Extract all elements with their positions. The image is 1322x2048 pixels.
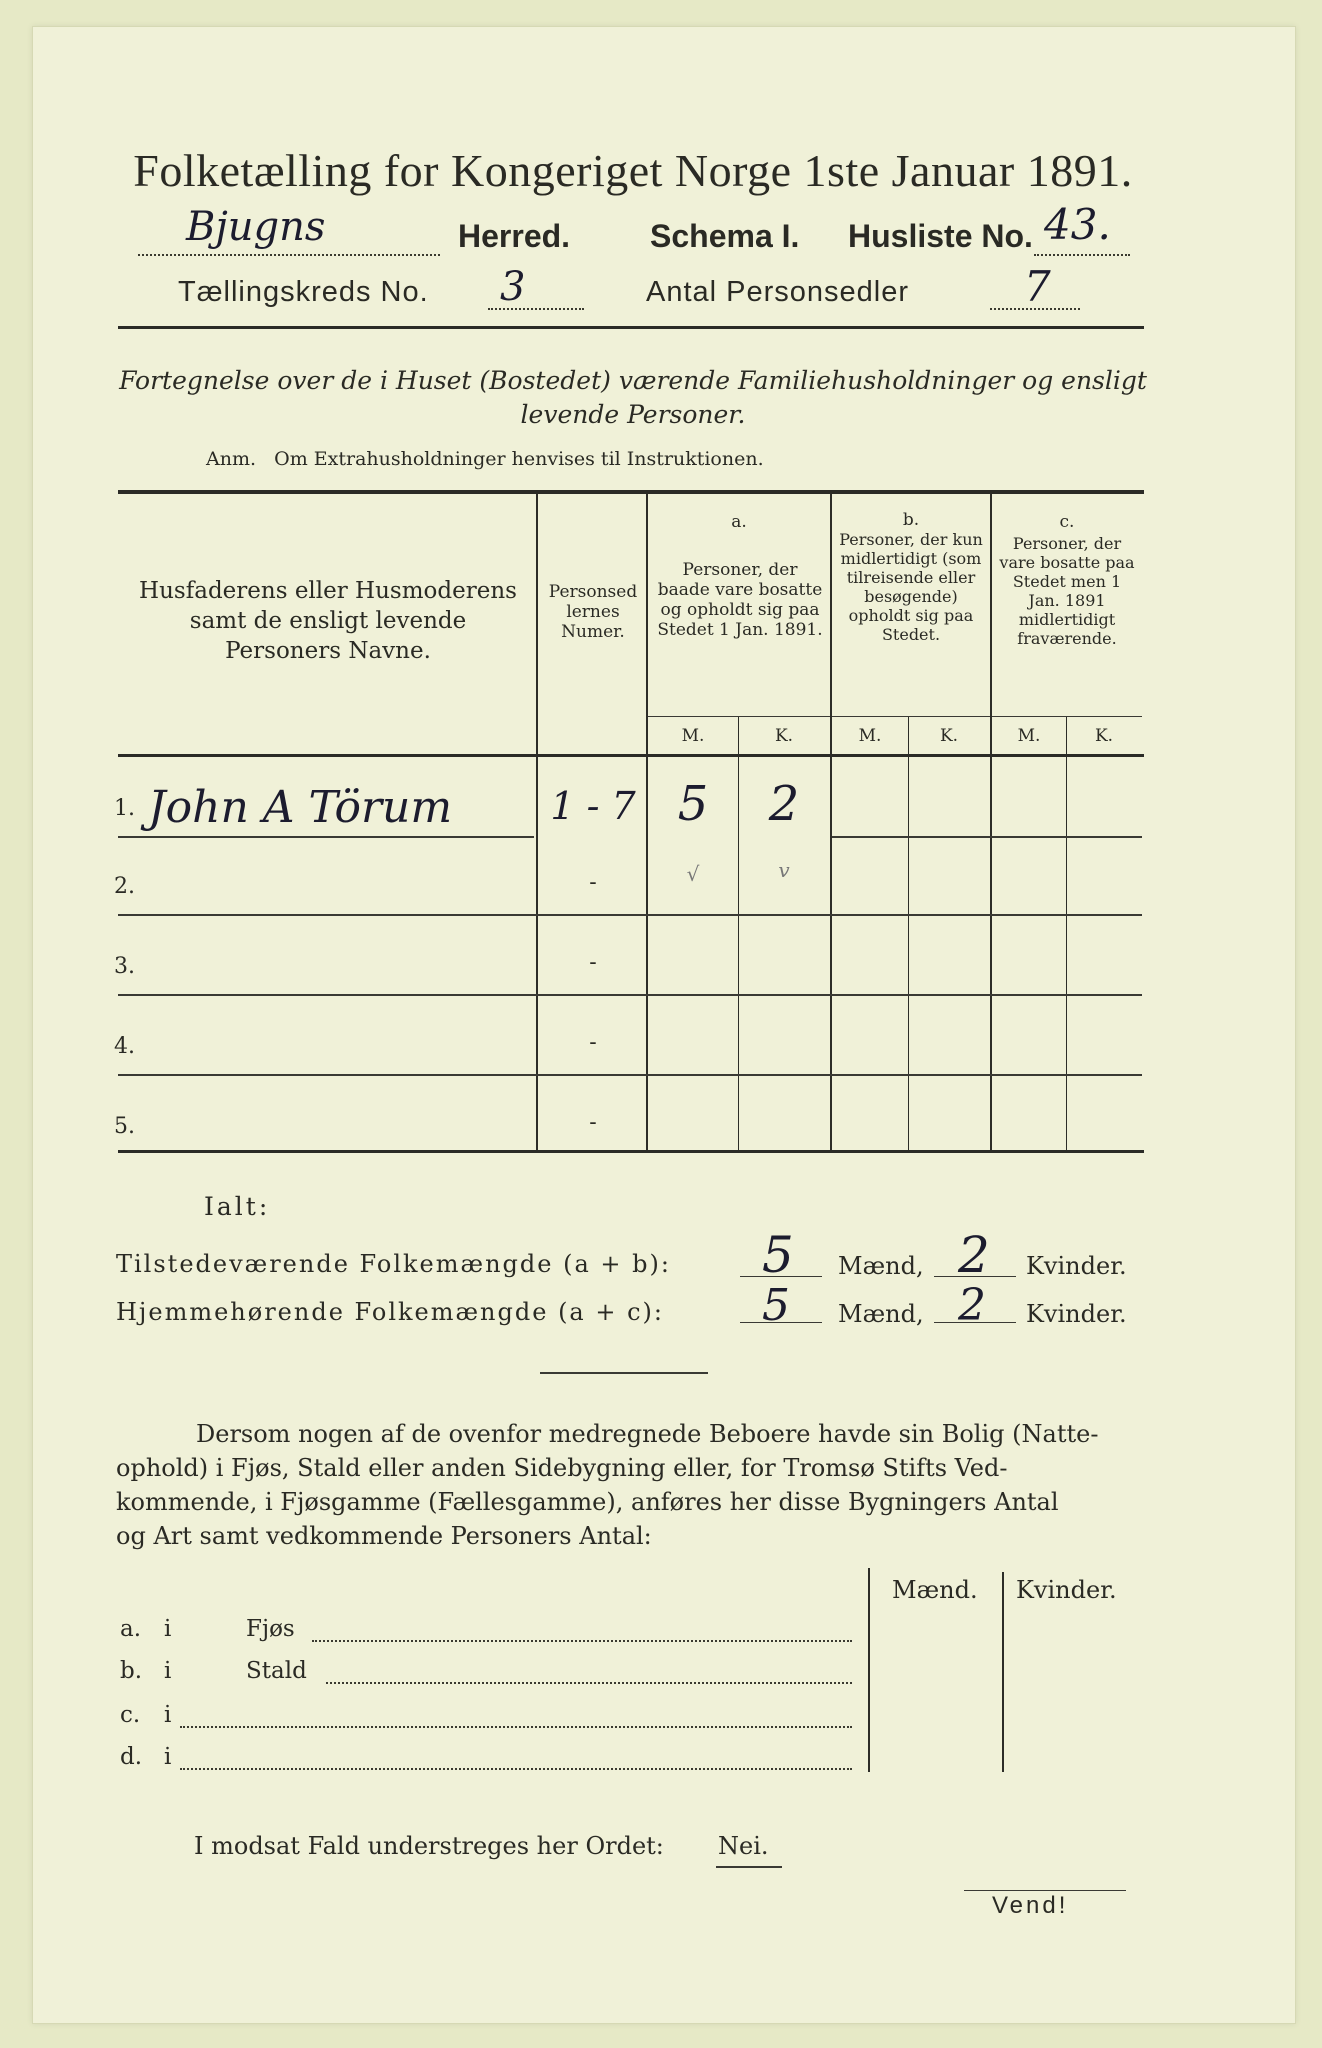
b-k-label: K. bbox=[939, 726, 959, 746]
col-header-a: Personer, der baade vare bosatte og opholdt sig paa Stedet 1 Jan. 1891. bbox=[657, 560, 823, 640]
building-row-letter: d. bbox=[120, 1744, 143, 1770]
table-row-a-k: v bbox=[778, 858, 790, 882]
c-m-label: M. bbox=[1017, 726, 1041, 746]
herred-label: Herred. bbox=[458, 218, 571, 254]
building-row-letter: b. bbox=[120, 1658, 143, 1684]
herred-value: Bjugns bbox=[186, 204, 326, 250]
building-row-letter: a. bbox=[120, 1616, 142, 1642]
table-bottom-rule bbox=[118, 1150, 1144, 1153]
table-row-num: 1. bbox=[114, 796, 135, 821]
building-row-label: Fjøs bbox=[246, 1616, 295, 1642]
col-header-names: Husfaderens eller Husmoderens samt de ensligt levende Personers Navne. bbox=[139, 578, 517, 664]
table-row-numer: - bbox=[589, 1110, 597, 1135]
kreds-value: 3 bbox=[500, 264, 526, 310]
vend-rule bbox=[964, 1890, 1126, 1891]
row-line-2 bbox=[118, 914, 1142, 916]
table-row-a-m: 5 bbox=[677, 776, 709, 832]
buildings-maend-header: Mænd. bbox=[892, 1576, 978, 1604]
anm-note: Anm. Om Extrahusholdninger henvises til Instruktionen. bbox=[206, 448, 764, 470]
buildings-para-3: kommende, i Fjøsgamme (Fællesgamme), anføres her disse Bygningers Antal bbox=[116, 1488, 1059, 1516]
table-row-a-k: 2 bbox=[768, 776, 800, 832]
mk-divider-b bbox=[908, 716, 909, 1150]
mk-rule-a bbox=[648, 716, 830, 717]
table-row-numer: - bbox=[589, 1030, 597, 1055]
row-line-1b bbox=[832, 836, 1142, 838]
tilstede-kvinder-label: Kvinder. bbox=[1026, 1252, 1127, 1280]
col-a-letter: a. bbox=[731, 512, 747, 532]
col-divider-1 bbox=[536, 494, 538, 1150]
table-row-numer: - bbox=[589, 870, 597, 895]
a-m-label: M. bbox=[681, 726, 705, 746]
antal-label: Antal Personsedler bbox=[646, 276, 910, 308]
hjemme-kvinder-label: Kvinder. bbox=[1026, 1300, 1127, 1328]
col-b-letter: b. bbox=[902, 510, 920, 530]
husliste-label: Husliste No. bbox=[848, 218, 1033, 254]
antal-value: 7 bbox=[1024, 262, 1051, 311]
building-row-prefix: i bbox=[164, 1702, 172, 1728]
schema-label: Schema I. bbox=[650, 218, 800, 254]
buildings-col-divider-1 bbox=[868, 1568, 870, 1772]
col-header-b: Personer, der kun midlertidigt (som tilreisende eller besøgende) opholdt sig paa Stedet. bbox=[839, 530, 983, 644]
col-header-c: Personer, der vare bosatte paa Stedet men 1 Jan. 1891 midlertidigt fraværende. bbox=[999, 534, 1135, 648]
building-row-prefix: i bbox=[164, 1744, 172, 1770]
col-divider-4 bbox=[990, 494, 992, 1150]
table-row-numer: - bbox=[589, 950, 597, 975]
tilstede-maend-value: 5 bbox=[762, 1226, 794, 1284]
form-title: Folketælling for Kongeriget Norge 1ste Januar 1891. bbox=[133, 145, 1133, 196]
a-k-label: K. bbox=[774, 726, 794, 746]
hjemme-label: Hjemmehørende Folkemængde (a + c): bbox=[116, 1298, 664, 1326]
section-divider bbox=[540, 1372, 708, 1374]
mk-rule-c bbox=[992, 716, 1142, 717]
building-row-prefix: i bbox=[164, 1658, 172, 1684]
table-row-num: 4. bbox=[114, 1034, 135, 1059]
building-row-dots bbox=[180, 1752, 852, 1770]
hjemme-maend-value: 5 bbox=[762, 1280, 790, 1331]
intro-line1: Fortegnelse over de i Huset (Bostedet) værende Familiehusholdninger og ensligt bbox=[119, 366, 1147, 395]
buildings-para-4: og Art samt vedkommende Personers Antal: bbox=[116, 1522, 652, 1550]
c-k-label: K. bbox=[1094, 726, 1114, 746]
buildings-para-2: ophold) i Fjøs, Stald eller anden Sidebygning eller, for Tromsø Stifts Ved- bbox=[116, 1454, 1008, 1482]
building-row-label: Stald bbox=[246, 1658, 307, 1684]
table-row-num: 5. bbox=[114, 1114, 135, 1139]
header-rule bbox=[118, 326, 1144, 329]
table-row-numer: 1 - 7 bbox=[550, 784, 636, 828]
building-row-dots bbox=[326, 1666, 852, 1684]
b-m-label: M. bbox=[858, 726, 882, 746]
row-line-3 bbox=[118, 994, 1142, 996]
tilstede-label: Tilstedeværende Folkemængde (a + b): bbox=[116, 1250, 671, 1278]
col-divider-3 bbox=[830, 494, 832, 1150]
hjemme-kvinder-value: 2 bbox=[958, 1280, 986, 1331]
modsat-text: I modsat Fald understreges her Ordet: bbox=[194, 1832, 664, 1860]
row-line-1 bbox=[118, 836, 534, 838]
col-c-letter: c. bbox=[1059, 512, 1075, 532]
table-row-name: John A Törum bbox=[148, 782, 453, 833]
husliste-value: 43. bbox=[1044, 200, 1111, 249]
table-row-num: 3. bbox=[114, 954, 135, 979]
nei-underline bbox=[716, 1866, 782, 1868]
ialt-label: Ialt: bbox=[204, 1192, 271, 1221]
buildings-kvinder-header: Kvinder. bbox=[1016, 1576, 1117, 1604]
table-row-num: 2. bbox=[114, 874, 135, 899]
building-row-dots bbox=[180, 1710, 852, 1728]
building-row-dots bbox=[312, 1624, 852, 1642]
tilstede-kvinder-value: 2 bbox=[958, 1226, 990, 1284]
row-line-4 bbox=[118, 1074, 1142, 1076]
col-header-numer: Personsedlernes Numer. bbox=[548, 582, 638, 642]
building-row-prefix: i bbox=[164, 1616, 172, 1642]
nei-word: Nei. bbox=[718, 1832, 769, 1860]
hjemme-maend-label: Mænd, bbox=[838, 1300, 924, 1328]
kreds-label: Tællingskreds No. bbox=[178, 276, 429, 308]
buildings-para-1: Dersom nogen af de ovenfor medregnede Beboere havde sin Bolig (Natte- bbox=[196, 1420, 1099, 1448]
buildings-col-divider-2 bbox=[1002, 1572, 1004, 1772]
intro-line2: levende Personer. bbox=[520, 400, 746, 429]
building-row-letter: c. bbox=[120, 1702, 141, 1728]
tilstede-maend-label: Mænd, bbox=[838, 1252, 924, 1280]
vend-text: Vend! bbox=[992, 1892, 1069, 1919]
mk-divider-c bbox=[1066, 716, 1067, 1150]
table-row-a-m: √ bbox=[686, 862, 700, 886]
mk-rule-b bbox=[832, 716, 990, 717]
